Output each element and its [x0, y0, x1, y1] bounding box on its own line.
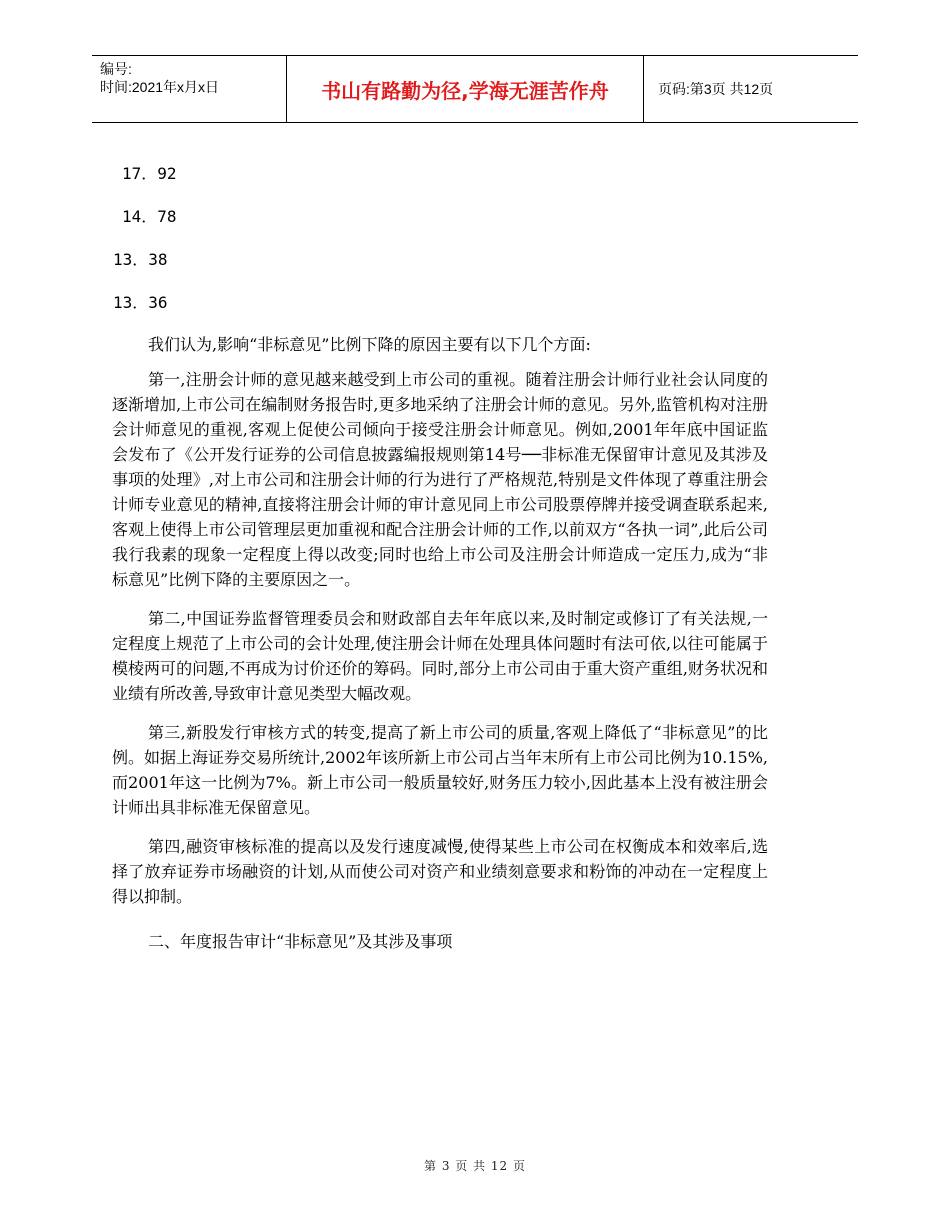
header-motto: 书山有路勤为径,学海无涯苦作舟 — [286, 56, 644, 122]
page-footer: 第 3 页 共 12 页 — [424, 1159, 526, 1173]
serial-label: 编号: — [100, 61, 132, 77]
time-label: 时间:2021年x月x日 — [100, 79, 220, 95]
number-line-2: 14．78 — [122, 207, 177, 226]
page-header — [92, 55, 858, 123]
header-left — [100, 56, 286, 126]
intro-paragraph: 我们认为,影响“非标意见”比例下降的原因主要有以下几个方面: — [148, 335, 591, 354]
header-page-info: 页码:第3页 共12页 — [658, 81, 774, 97]
paragraph-third: 第三,新股发行审核方式的转变,提高了新上市公司的质量,客观上降低了“非标意见”的比例。如据上海证券交易所统计,2002年该所新上市公司占当年末所有上市公司比例为10.15%,而2001年这一比例为7%。新上市公司一般质量较好,财务压力较小,因此基本上没有被注册会计师出具非标准无保留意见。 — [112, 723, 768, 817]
number-line-3: 13．38 — [113, 250, 168, 269]
paragraph-first: 第一,注册会计师的意见越来越受到上市公司的重视。随着注册会计师行业社会认同度的逐渐增加,上市公司在编制财务报告时,更多地采纳了注册会计师的意见。另外,监管机构对注册会计师意见的重视,客观上促使公司倾向于接受注册会计师意见。例如,2001年年底中国证监会发布了《公开发行证券的公司信息披露编报规则第14号──非标准无保留审计意见及其涉及事项的处理》,对上市公司和注册会计师的行为进行了严格规范,特别是文件体现了尊重注册会计师专业意见的精神,直接将注册会计师的审计意见同上市公司股票停牌并接受调查联系起来,客观上使得上市公司管理层更加重视和配合注册会计师的工作,以前双方“各执一词”,此后公司我行我素的现象一定程度上得以改变;同时也给上市公司及注册会计师造成一定压力,成为“非标意见”比例下降的主要原因之一。 — [112, 370, 768, 589]
number-line-1: 17．92 — [122, 164, 177, 183]
number-line-4: 13．36 — [113, 293, 168, 312]
paragraph-second: 第二,中国证券监督管理委员会和财政部自去年年底以来,及时制定或修订了有关法规,一定程度上规范了上市公司的会计处理,使注册会计师在处理具体问题时有法可依,以往可能属于模棱两可的问题,不再成为讨价还价的筹码。同时,部分上市公司由于重大资产重组,财务状况和业绩有所改善,导致审计意见类型大幅改观。 — [112, 609, 768, 703]
document-body — [112, 332, 768, 954]
section-heading: 二、年度报告审计“非标意见”及其涉及事项 — [148, 932, 453, 951]
paragraph-fourth: 第四,融资审核标准的提高以及发行速度减慢,使得某些上市公司在权衡成本和效率后,选择了放弃证券市场融资的计划,从而使公司对资产和业绩刻意要求和粉饰的冲动在一定程度上得以抑制。 — [112, 837, 768, 906]
